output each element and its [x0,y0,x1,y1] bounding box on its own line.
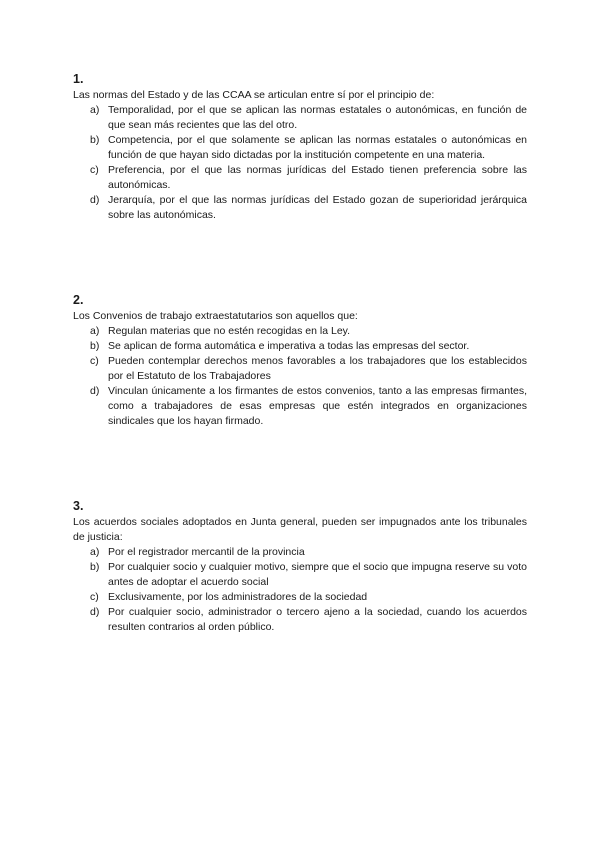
option-letter: a) [90,546,100,558]
option-a [73,324,527,339]
option-text: Pueden contemplar derechos menos favorables a los trabajadores que los establecidos por el Estatuto de los Trabajadores [108,355,527,382]
option-text: Por cualquier socio, administrador o tercero ajeno a la sociedad, cuando los acuerdos resulten contrarios al orden público. [108,606,527,633]
option-d [73,384,527,429]
option-c [73,354,527,384]
option-text: Exclusivamente, por los administradores de la sociedad [108,591,368,603]
option-text: Preferencia, por el que las normas jurídicas del Estado tienen preferencia sobre las autonómicas. [108,164,527,191]
option-letter: d) [90,385,100,397]
option-d [73,193,527,223]
question-3 [73,499,527,635]
question-number: 2. [73,293,84,307]
option-letter: c) [90,591,99,603]
option-letter: c) [90,355,99,367]
option-letter: a) [90,325,100,337]
option-letter: d) [90,606,100,618]
option-letter: a) [90,104,100,116]
option-letter: b) [90,561,100,573]
question-stem: Los acuerdos sociales adoptados en Junta general, pueden ser impugnados ante los tribunales de justicia: [73,516,527,543]
option-a [73,545,527,560]
options-list [73,103,527,223]
option-text: Se aplican de forma automática e imperativa a todas las empresas del sector. [108,340,470,352]
option-letter: c) [90,164,99,176]
question-2 [73,293,527,429]
option-b [73,133,527,163]
option-text: Vinculan únicamente a los firmantes de estos convenios, tanto a las empresas firmantes, como a trabajadores de esas empresas que estén integrados en organizaciones sindicales que los hayan firmado. [108,385,527,427]
option-text: Jerarquía, por el que las normas jurídicas del Estado gozan de superioridad jerárquica sobre las autonómicas. [108,194,527,221]
option-b [73,339,527,354]
option-d [73,605,527,635]
question-number: 1. [73,72,84,86]
option-a [73,103,527,133]
option-letter: d) [90,194,100,206]
question-stem: Los Convenios de trabajo extraestatutarios son aquellos que: [73,310,358,322]
question-1 [73,72,527,223]
question-stem: Las normas del Estado y de las CCAA se articulan entre sí por el principio de: [73,89,435,101]
option-b [73,560,527,590]
option-text: Por cualquier socio y cualquier motivo, siempre que el socio que impugna reserve su voto antes de adoptar el acuerdo social [108,561,527,588]
option-text: Por el registrador mercantil de la provincia [108,546,305,558]
option-letter: b) [90,340,100,352]
options-list [73,545,527,635]
option-text: Temporalidad, por el que se aplican las normas estatales o autonómicas, en función de que sean más recientes que las del otro. [108,104,527,131]
question-number: 3. [73,499,84,513]
option-c [73,590,527,605]
option-letter: b) [90,134,100,146]
option-c [73,163,527,193]
option-text: Regulan materias que no estén recogidas en la Ley. [108,325,351,337]
option-text: Competencia, por el que solamente se aplican las normas estatales o autonómicas en función de que hayan sido dictadas por la institución competente en una materia. [108,134,527,161]
options-list [73,324,527,429]
